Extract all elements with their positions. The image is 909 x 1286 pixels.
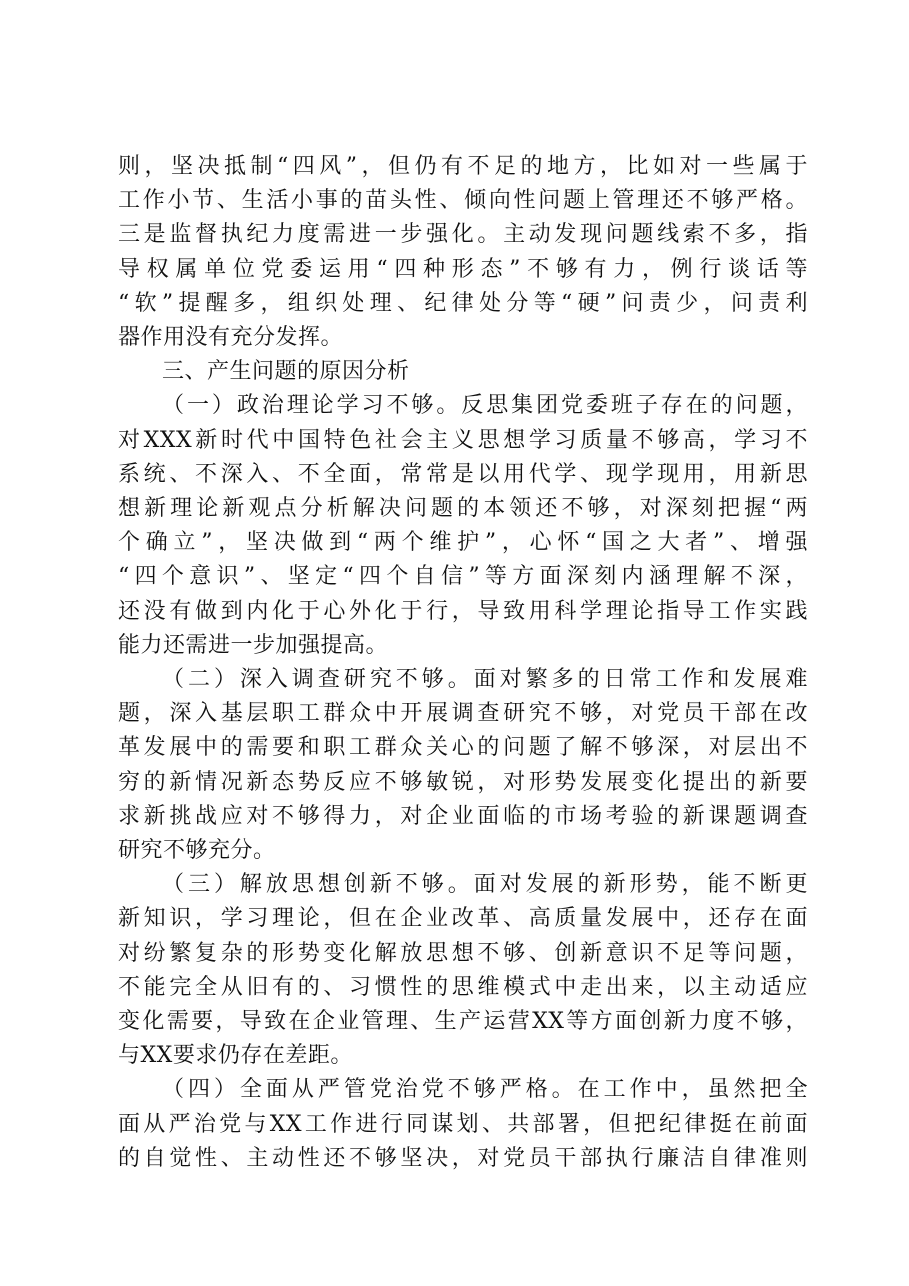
text-line: 导权属单位党委运用“四种形态”不够有力，例行谈话等: [118, 256, 808, 282]
text-line: “四个意识”、坚定“四个自信”等方面深刻内涵理解不深，: [118, 564, 808, 590]
text-line: 还没有做到内化于心外化于行，导致用科学理论指导工作实践: [118, 598, 808, 624]
text-line: 对XXX新时代中国特色社会主义思想学习质量不够高，学习不: [118, 427, 808, 453]
text-line: “软”提醒多，组织处理、纪律处分等“硬”问责少，问责利: [118, 290, 808, 316]
text-line: 能力还需进一步加强提高。: [118, 632, 389, 658]
paragraph: [118, 1073, 808, 1176]
text-line: 系统、不深入、不全面，常常是以用代学、现学现用，用新思: [118, 461, 808, 487]
text-line: 想新理论新观点分析解决问题的本领还不够，对深刻把握“两: [118, 496, 808, 522]
text-line: 个确立”，坚决做到“两个维护”，心怀“国之大者”、增强: [118, 530, 808, 556]
text-line: 求新挑战应对不够得力，对企业面临的市场考验的新课题调查: [118, 803, 808, 829]
section-heading: [118, 355, 808, 389]
paragraph: [118, 150, 808, 355]
paragraph: [118, 389, 808, 663]
text-line: 对纷繁复杂的形势变化解放思想不够、创新意识不足等问题，: [118, 940, 808, 966]
text-line: 器作用没有充分发挥。: [118, 325, 344, 351]
text-line: 新知识，学习理论，但在企业改革、高质量发展中，还存在面: [118, 906, 808, 932]
text-line: （三）解放思想创新不够。面对发展的新形势，能不断更: [162, 872, 808, 898]
text-line: 三是监督执纪力度需进一步强化。主动发现问题线索不多，指: [118, 222, 808, 248]
document-page: [118, 150, 808, 1176]
text-line: 不能完全从旧有的、习惯性的思维模式中走出来，以主动适应: [118, 974, 808, 1000]
text-line: 与XX要求仍存在差距。: [118, 1043, 353, 1069]
text-line: 面从严治党与XX工作进行同谋划、共部署，但把纪律挺在前面: [118, 1111, 808, 1137]
text-line: （二）深入调查研究不够。面对繁多的日常工作和发展难: [162, 667, 808, 693]
text-line: （一）政治理论学习不够。反思集团党委班子存在的问题，: [162, 393, 808, 419]
text-line: 工作小节、生活小事的苗头性、倾向性问题上管理还不够严格。: [118, 188, 808, 214]
text-line: 题，深入基层职工群众中开展调查研究不够，对党员干部在改: [118, 701, 808, 727]
text-line: （四）全面从严管党治党不够严格。在工作中，虽然把全: [162, 1077, 808, 1103]
paragraph: [118, 663, 808, 868]
text-line: 的自觉性、主动性还不够坚决，对党员干部执行廉洁自律准则: [118, 1145, 808, 1171]
text-line: 革发展中的需要和职工群众关心的问题了解不够深，对层出不: [118, 735, 808, 761]
paragraph: [118, 868, 808, 1073]
text-line: 三、产生问题的原因分析: [162, 359, 410, 385]
text-line: 则，坚决抵制“四风”，但仍有不足的地方，比如对一些属于: [118, 154, 808, 179]
text-line: 穷的新情况新态势反应不够敏锐，对形势发展变化提出的新要: [118, 769, 808, 795]
text-line: 变化需要，导致在企业管理、生产运营XX等方面创新力度不够，: [118, 1009, 808, 1035]
text-line: 研究不够充分。: [118, 838, 276, 864]
